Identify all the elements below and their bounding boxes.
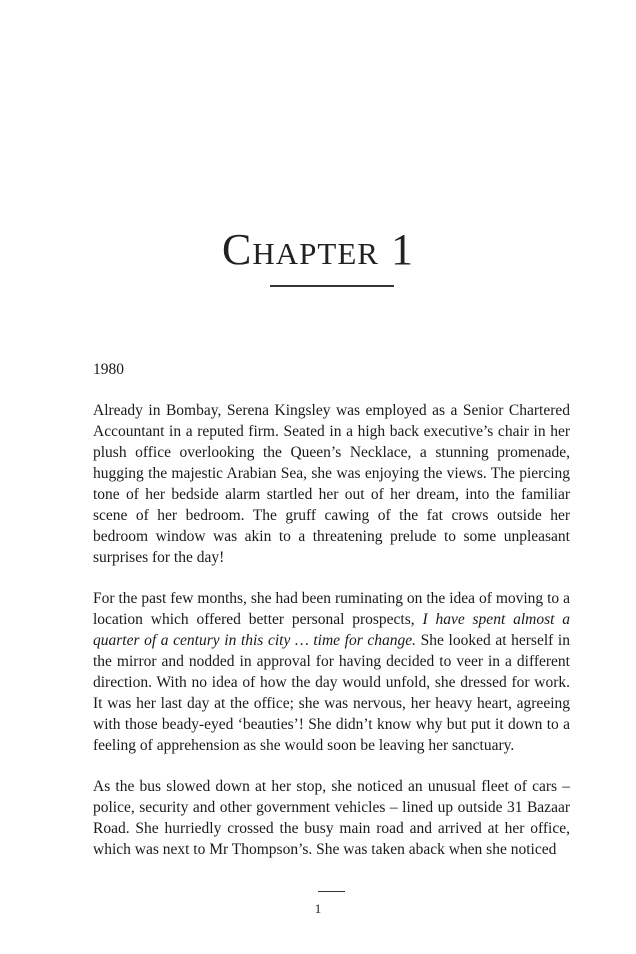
chapter-title-rule	[270, 285, 394, 287]
footer-rule	[318, 891, 345, 892]
paragraph-2-text-end: She looked at herself in the mirror and nodded in approval for having decided to veer in a different direction. With no idea of how the day would unfold, she dressed for work. It was her last day at the office; she was nervous, her heavy heart, agreeing with those beady-eyed ‘beauties’! She didn’t know why but put it down to a feeling of apprehension as she would soon be leaving her sanctuary.	[93, 632, 570, 754]
year-heading: 1980	[93, 361, 124, 378]
paragraph-3-text: As the bus slowed down at her stop, she noticed an unusual fleet of cars – police, security and other government vehicles – lined up outside 31 Bazaar Road. She hurriedly crossed the busy main road and arrived at her office, which was next to Mr Thompson’s. She was taken aback when she noticed	[93, 778, 570, 858]
paragraph-2-italic-thought: I have spent almost a quarter of a century in this city … time for change.	[93, 611, 570, 649]
body-text	[93, 400, 570, 860]
paragraph-1	[93, 400, 570, 568]
paragraph-2	[93, 588, 570, 756]
paragraph-1-text: Already in Bombay, Serena Kingsley was employed as a Senior Chartered Accountant in a reputed firm. Seated in a high back executive’s chair in her plush office overlooking the Queen’s Necklace, a stunning promenade, hugging the majestic Arabian Sea, she was enjoying the views. The piercing tone of her bedside alarm startled her out of her dream, into the familiar scene of her bedroom. The gruff cawing of the fat crows outside her bedroom window was akin to a threatening prelude to some unpleasant surprises for the day!	[93, 402, 570, 566]
paragraph-3	[93, 776, 570, 860]
page-number: 1	[314, 901, 322, 916]
chapter-title: Chapter 1	[222, 225, 414, 274]
paragraph-2-text-start: For the past few months, she had been ruminating on the idea of moving to a location which offered better personal prospects,	[93, 590, 570, 628]
